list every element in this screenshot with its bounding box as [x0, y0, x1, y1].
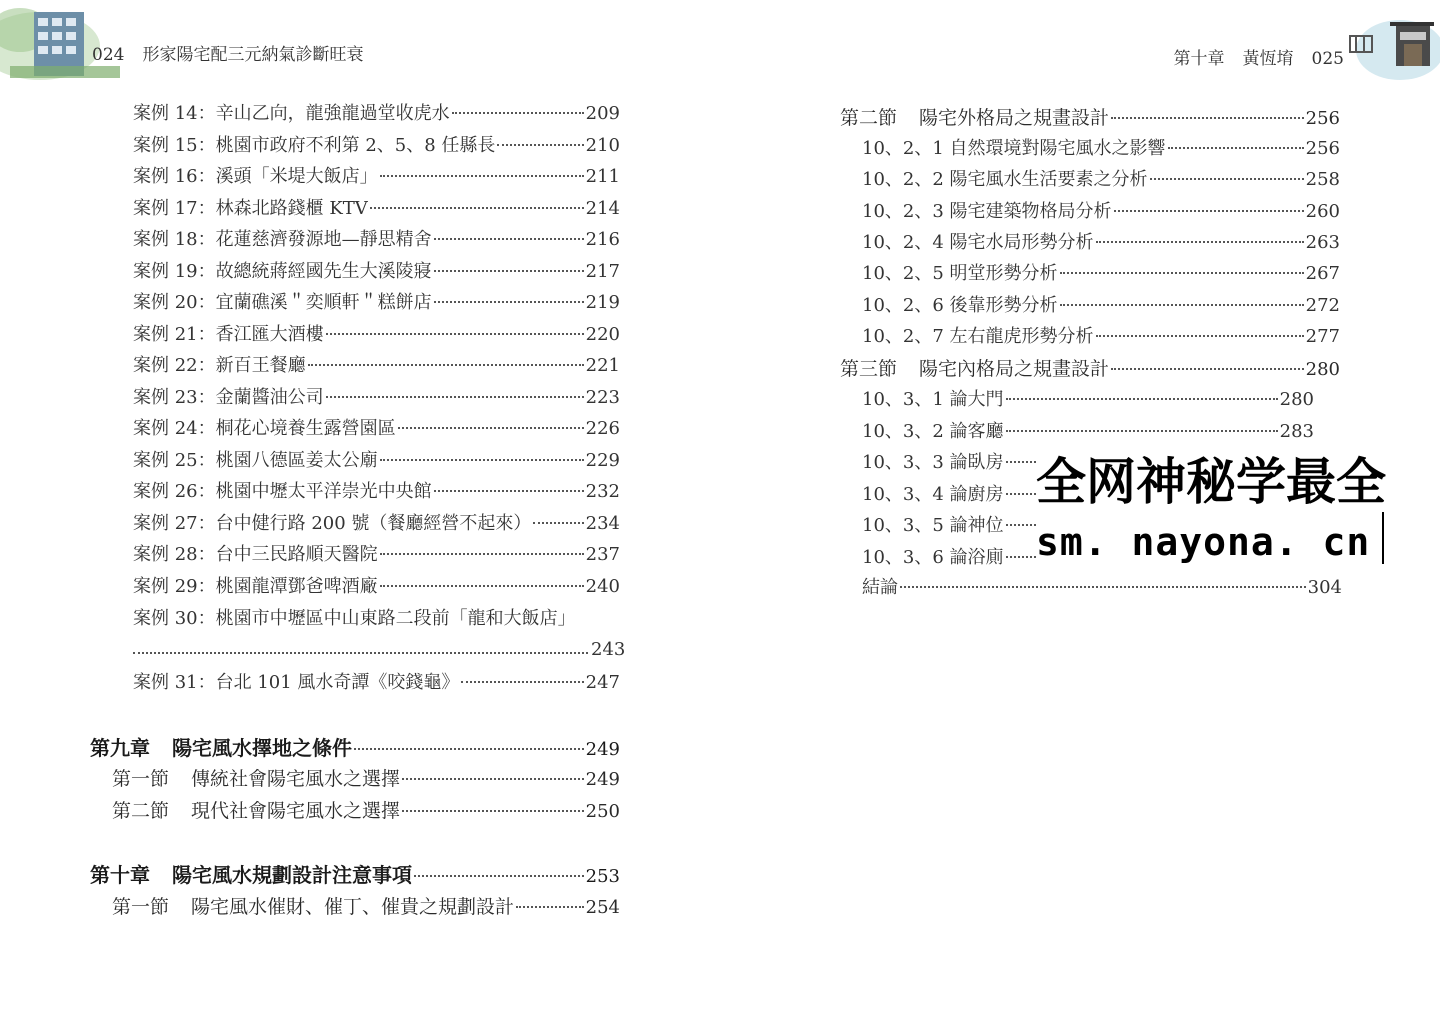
toc-entry-page: 219	[585, 292, 620, 313]
toc-subsection-entry[interactable]	[862, 137, 1340, 161]
toc-section-9-2[interactable]	[112, 799, 620, 824]
toc-entry-page: 280	[1305, 359, 1340, 380]
toc-entry-page: 260	[1305, 200, 1340, 222]
toc-subsection-entry[interactable]	[862, 200, 1340, 224]
toc-entry-page: 247	[585, 672, 620, 693]
toc-entry-page: 250	[585, 801, 620, 822]
toc-entry-case[interactable]	[133, 480, 620, 504]
toc-entry-case[interactable]	[133, 228, 620, 252]
toc-entry-label: 案例 26：桃園中壢太平洋崇光中央館	[133, 481, 432, 502]
toc-chapter-title: 陽宅風水擇地之條件	[172, 736, 352, 760]
watermark-url: sm. nayona. cn	[1036, 520, 1371, 564]
left-page-number: 024	[92, 45, 125, 65]
toc-entry-page: 234	[585, 512, 620, 534]
toc-entry-label: 案例 14：辛山乙向，龍強龍過堂收虎水	[133, 103, 450, 124]
toc-section-title: 陽宅外格局之規畫設計	[919, 107, 1110, 129]
toc-entry-page: 221	[585, 355, 620, 376]
toc-entry-label: 案例 27：台中健行路 200 號（餐廳經營不起來）	[133, 512, 532, 534]
toc-subsection-entry[interactable]	[862, 168, 1340, 192]
toc-entry-case[interactable]	[133, 165, 620, 189]
toc-dot-leader	[1150, 178, 1304, 180]
toc-entry-label: 案例 18：花蓮慈濟發源地—靜思精舍	[133, 229, 432, 250]
toc-entry-page: 211	[585, 166, 620, 187]
toc-entry-page: 243	[591, 639, 626, 660]
toc-entry-label: 案例 19：故總統蔣經國先生大溪陵寢	[133, 260, 432, 282]
toc-entry-case[interactable]	[133, 386, 620, 410]
toc-entry-page: 272	[1305, 294, 1340, 316]
page-header-right	[1156, 44, 1344, 69]
toc-entry-page: 217	[585, 260, 620, 282]
toc-dot-leader	[1168, 147, 1304, 149]
toc-dot-leader	[533, 522, 583, 524]
author-name: 黃恆堉	[1242, 49, 1294, 69]
toc-dot-leader	[1096, 335, 1304, 337]
page-header-left	[92, 40, 363, 65]
toc-entry-page: 304	[1307, 577, 1342, 598]
toc-entry-label: 案例 28：台中三民路順天醫院	[133, 544, 378, 565]
toc-entry-case[interactable]	[133, 134, 620, 158]
toc-section-number: 第一節	[112, 768, 170, 790]
toc-chapter-10[interactable]	[90, 863, 620, 889]
toc-section-10-2[interactable]	[840, 106, 1340, 131]
toc-entry-case[interactable]	[133, 543, 620, 567]
toc-dot-leader	[434, 490, 584, 492]
toc-entry-case[interactable]	[133, 512, 620, 536]
toc-entry-case[interactable]	[133, 354, 620, 378]
toc-dot-leader	[434, 301, 584, 303]
toc-entry-label: 案例 21：香江匯大酒樓	[133, 323, 324, 345]
toc-dot-leader	[370, 207, 584, 209]
toc-entry-label: 10、3、1 論大門	[862, 389, 1004, 410]
toc-entry-page: 263	[1305, 231, 1340, 253]
toc-chapter-9[interactable]	[90, 736, 620, 762]
toc-entry-label: 10、2、4 陽宅水局形勢分析	[862, 231, 1094, 253]
toc-subsection-entry[interactable]	[862, 262, 1340, 286]
toc-entry-label: 10、2、6 後靠形勢分析	[862, 294, 1058, 316]
gate-illustration-icon	[1330, 0, 1440, 92]
toc-entry-page: 220	[585, 323, 620, 345]
toc-entry-case[interactable]	[133, 449, 620, 473]
chapter-label: 第十章	[1173, 49, 1225, 69]
toc-entry-page: 267	[1305, 263, 1340, 285]
toc-entry-label: 案例 17：林森北路錢櫃 KTV	[133, 197, 368, 219]
toc-entry-page: 216	[585, 229, 620, 250]
toc-entry-case[interactable]	[133, 575, 620, 599]
toc-entry-page: 209	[585, 103, 620, 124]
watermark-title: 全网神秘学最全	[1036, 453, 1386, 511]
toc-subsection-entry[interactable]	[862, 388, 1314, 412]
toc-entry-case[interactable]	[133, 102, 620, 126]
toc-entry-label: 10、2、3 陽宅建築物格局分析	[862, 200, 1112, 222]
toc-dot-leader	[434, 270, 584, 272]
toc-dot-leader	[1114, 210, 1304, 212]
toc-dot-leader	[1060, 304, 1304, 306]
toc-entry-label: 10、3、6 論浴廁	[862, 546, 1004, 568]
toc-dot-leader	[354, 748, 584, 750]
toc-entry-conclusion[interactable]	[862, 576, 1342, 600]
toc-entry-page: 210	[585, 134, 620, 156]
toc-entry-page: 283	[1279, 420, 1314, 442]
toc-dot-leader	[1006, 430, 1278, 432]
toc-entry-page: 249	[585, 769, 620, 790]
toc-dot-leader	[380, 175, 584, 177]
toc-chapter-title: 陽宅風水規劃設計注意事項	[172, 863, 412, 887]
toc-dot-leader	[414, 875, 584, 877]
toc-entry-case[interactable]	[133, 197, 620, 221]
toc-entry-label: 案例 15：桃園市政府不利第 2、5、8 任縣長	[133, 134, 496, 156]
toc-dot-leader	[1096, 241, 1304, 243]
toc-subsection-entry[interactable]	[862, 420, 1314, 444]
toc-dot-leader	[380, 553, 584, 555]
toc-entry-label: 案例 23：金蘭醬油公司	[133, 386, 324, 408]
text-cursor	[1382, 512, 1384, 564]
toc-entry-page: 256	[1305, 108, 1340, 129]
toc-entry-label: 10、3、4 論廚房	[862, 483, 1004, 505]
right-page-number: 025	[1311, 49, 1344, 69]
toc-dot-leader	[1111, 117, 1304, 119]
toc-section-number: 第二節	[840, 107, 898, 129]
toc-entry-label: 結論	[862, 577, 898, 598]
toc-dot-leader	[452, 112, 584, 114]
toc-dot-leader	[516, 906, 584, 908]
toc-section-number: 第一節	[112, 896, 170, 918]
toc-entry-page: 258	[1305, 169, 1340, 191]
toc-entry-page: 249	[585, 739, 620, 760]
toc-entry-page: 277	[1305, 325, 1340, 347]
toc-dot-leader	[434, 238, 584, 240]
watermark-overlay	[1036, 450, 1440, 572]
toc-dot-leader	[380, 459, 584, 461]
toc-entry-page: 256	[1305, 138, 1340, 159]
toc-entry-page: 254	[585, 897, 620, 918]
toc-entry-case[interactable]	[133, 291, 620, 315]
toc-entry-case[interactable]	[133, 417, 620, 441]
toc-entry-page: 253	[585, 866, 620, 887]
toc-entry-page: 232	[585, 481, 620, 502]
toc-subsection-entry[interactable]	[862, 294, 1340, 318]
toc-entry-case-31[interactable]	[133, 671, 620, 695]
toc-entry-page: 223	[585, 386, 620, 408]
toc-entry-label: 案例 25：桃園八德區姜太公廟	[133, 449, 378, 471]
toc-entry-label: 案例 30：桃園市中壢區中山東路二段前「龍和大飯店」	[133, 608, 576, 629]
toc-entry-page: 280	[1279, 389, 1314, 410]
toc-subsection-entry[interactable]	[862, 325, 1340, 349]
toc-dot-leader	[380, 585, 584, 587]
toc-entry-page: 214	[585, 197, 620, 219]
toc-section-title: 現代社會陽宅風水之選擇	[191, 800, 401, 822]
book-title: 形家陽宅配三元納氣診斷旺衰	[142, 45, 364, 65]
toc-entry-case[interactable]	[133, 260, 620, 284]
toc-entry-label: 10、2、1 自然環境對陽宅風水之影響	[862, 138, 1166, 159]
toc-section-title: 陽宅風水催財、催丁、催貴之規劃設計	[191, 896, 515, 918]
toc-entry-label: 案例 22：新百王餐廳	[133, 355, 306, 376]
toc-entry-page: 237	[585, 544, 620, 565]
toc-entry-label: 案例 24：桐花心境養生露營園區	[133, 418, 396, 439]
toc-dot-leader	[398, 427, 584, 429]
toc-entry-label: 案例 29：桃園龍潭鄧爸啤酒廠	[133, 575, 378, 597]
toc-dot-leader	[133, 650, 588, 654]
toc-entry-label: 10、3、2 論客廳	[862, 420, 1004, 442]
toc-subsection-entry[interactable]	[862, 231, 1340, 255]
toc-chapter-number: 第九章	[90, 736, 150, 760]
toc-entry-page: 229	[585, 449, 620, 471]
toc-section-number: 第二節	[112, 800, 170, 822]
toc-dot-leader	[326, 333, 584, 335]
toc-dot-leader	[1060, 272, 1304, 274]
toc-dot-leader	[1111, 368, 1304, 370]
toc-entry-case[interactable]	[133, 323, 620, 347]
toc-dot-leader	[1006, 398, 1278, 400]
toc-dot-leader	[402, 778, 584, 780]
toc-entry-label: 案例 16：溪頭「米堤大飯店」	[133, 166, 378, 187]
toc-entry-label: 10、3、3 論臥房	[862, 452, 1004, 473]
toc-entry-page: 226	[585, 418, 620, 439]
toc-section-10-1[interactable]	[112, 895, 620, 920]
toc-section-number: 第三節	[840, 358, 898, 380]
toc-dot-leader	[461, 681, 583, 683]
toc-entry-label: 10、2、2 陽宅風水生活要素之分析	[862, 169, 1148, 191]
toc-section-9-1[interactable]	[112, 767, 620, 792]
toc-dot-leader	[900, 586, 1306, 588]
toc-entry-label: 案例 31：台北 101 風水奇譚《咬錢龜》	[133, 672, 460, 693]
toc-entry-label: 案例 20：宜蘭礁溪＂奕順軒＂糕餅店	[133, 292, 432, 313]
toc-dot-leader	[326, 396, 584, 398]
toc-entry-case-30[interactable]	[133, 607, 620, 631]
toc-section-title: 傳統社會陽宅風水之選擇	[191, 768, 401, 790]
toc-entry-label: 10、2、7 左右龍虎形勢分析	[862, 325, 1094, 347]
toc-entry-label: 10、3、5 論神位	[862, 515, 1004, 536]
toc-chapter-number: 第十章	[90, 863, 150, 887]
toc-dot-leader	[497, 144, 583, 146]
toc-section-10-3[interactable]	[840, 357, 1340, 382]
toc-section-title: 陽宅內格局之規畫設計	[919, 358, 1110, 380]
toc-dot-leader	[308, 364, 584, 366]
toc-dot-leader	[402, 810, 584, 812]
toc-entry-label: 10、2、5 明堂形勢分析	[862, 263, 1058, 285]
toc-entry-page: 240	[585, 575, 620, 597]
